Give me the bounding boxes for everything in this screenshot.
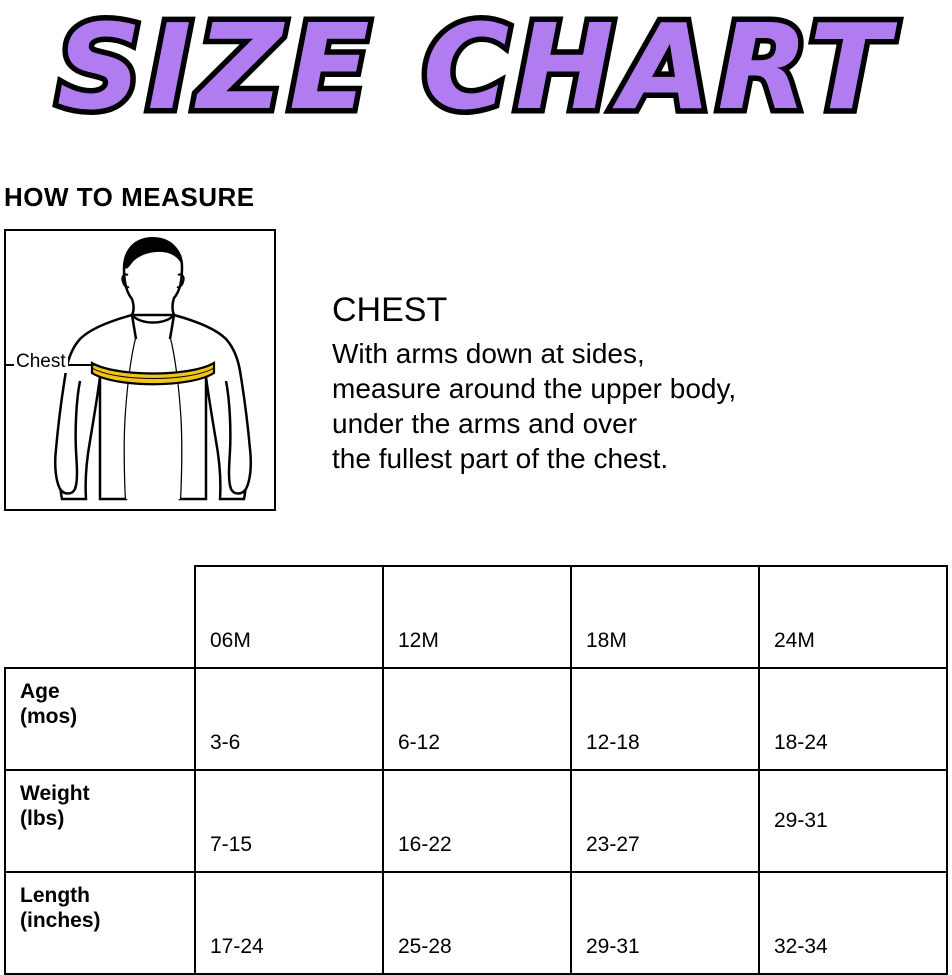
cell-age-18m: 12-18 [571, 668, 759, 770]
table-header-12m: 12M [383, 566, 571, 668]
how-to-measure-heading: HOW TO MEASURE [4, 182, 255, 212]
cell-age-12m: 6-12 [383, 668, 571, 770]
row-label-length [5, 872, 195, 974]
cell-length-24m: 32-34 [759, 872, 947, 974]
table-header-row [5, 566, 947, 668]
torso-fill [125, 339, 181, 499]
chest-description-line-4: the fullest part of the chest. [332, 443, 669, 474]
cell-weight-24m: 29-31 [759, 770, 947, 872]
cell-length-12m: 25-28 [383, 872, 571, 974]
chest-description [332, 290, 932, 476]
title-glyphs: SIZE CHART [56, 0, 896, 136]
chest-description-line-3: under the arms and over [332, 408, 638, 439]
row-label-weight [5, 770, 195, 872]
page-title [0, 0, 952, 150]
chest-description-line-1: With arms down at sides, [332, 338, 645, 369]
arm-left [55, 371, 80, 494]
cell-age-24m: 18-24 [759, 668, 947, 770]
arm-right [226, 371, 251, 494]
row-label-weight-main: Weight [20, 782, 90, 805]
cell-age-06m: 3-6 [195, 668, 383, 770]
row-label-length-main: Length [20, 884, 90, 907]
row-label-age [5, 668, 195, 770]
row-label-weight-unit: (lbs) [20, 807, 65, 830]
chest-measure-label: Chest [16, 351, 66, 372]
chest-description-heading: CHEST [332, 291, 448, 329]
table-row [5, 668, 947, 770]
table-row [5, 872, 947, 974]
table-header-18m: 18M [571, 566, 759, 668]
table-header-24m: 24M [759, 566, 947, 668]
row-label-age-main: Age [20, 680, 60, 703]
chest-description-line-2: measure around the upper body, [332, 373, 737, 404]
table-row [5, 770, 947, 872]
cell-length-18m: 29-31 [571, 872, 759, 974]
table-header-06m: 06M [195, 566, 383, 668]
row-label-age-unit: (mos) [20, 705, 78, 728]
cell-weight-18m: 23-27 [571, 770, 759, 872]
cell-weight-06m: 7-15 [195, 770, 383, 872]
size-chart-title-art [0, 0, 952, 150]
cell-length-06m: 17-24 [195, 872, 383, 974]
cell-weight-12m: 16-22 [383, 770, 571, 872]
row-label-length-unit: (inches) [20, 909, 101, 932]
size-table [4, 565, 948, 975]
chest-description-body [332, 336, 932, 476]
table-corner-cell [5, 566, 195, 668]
